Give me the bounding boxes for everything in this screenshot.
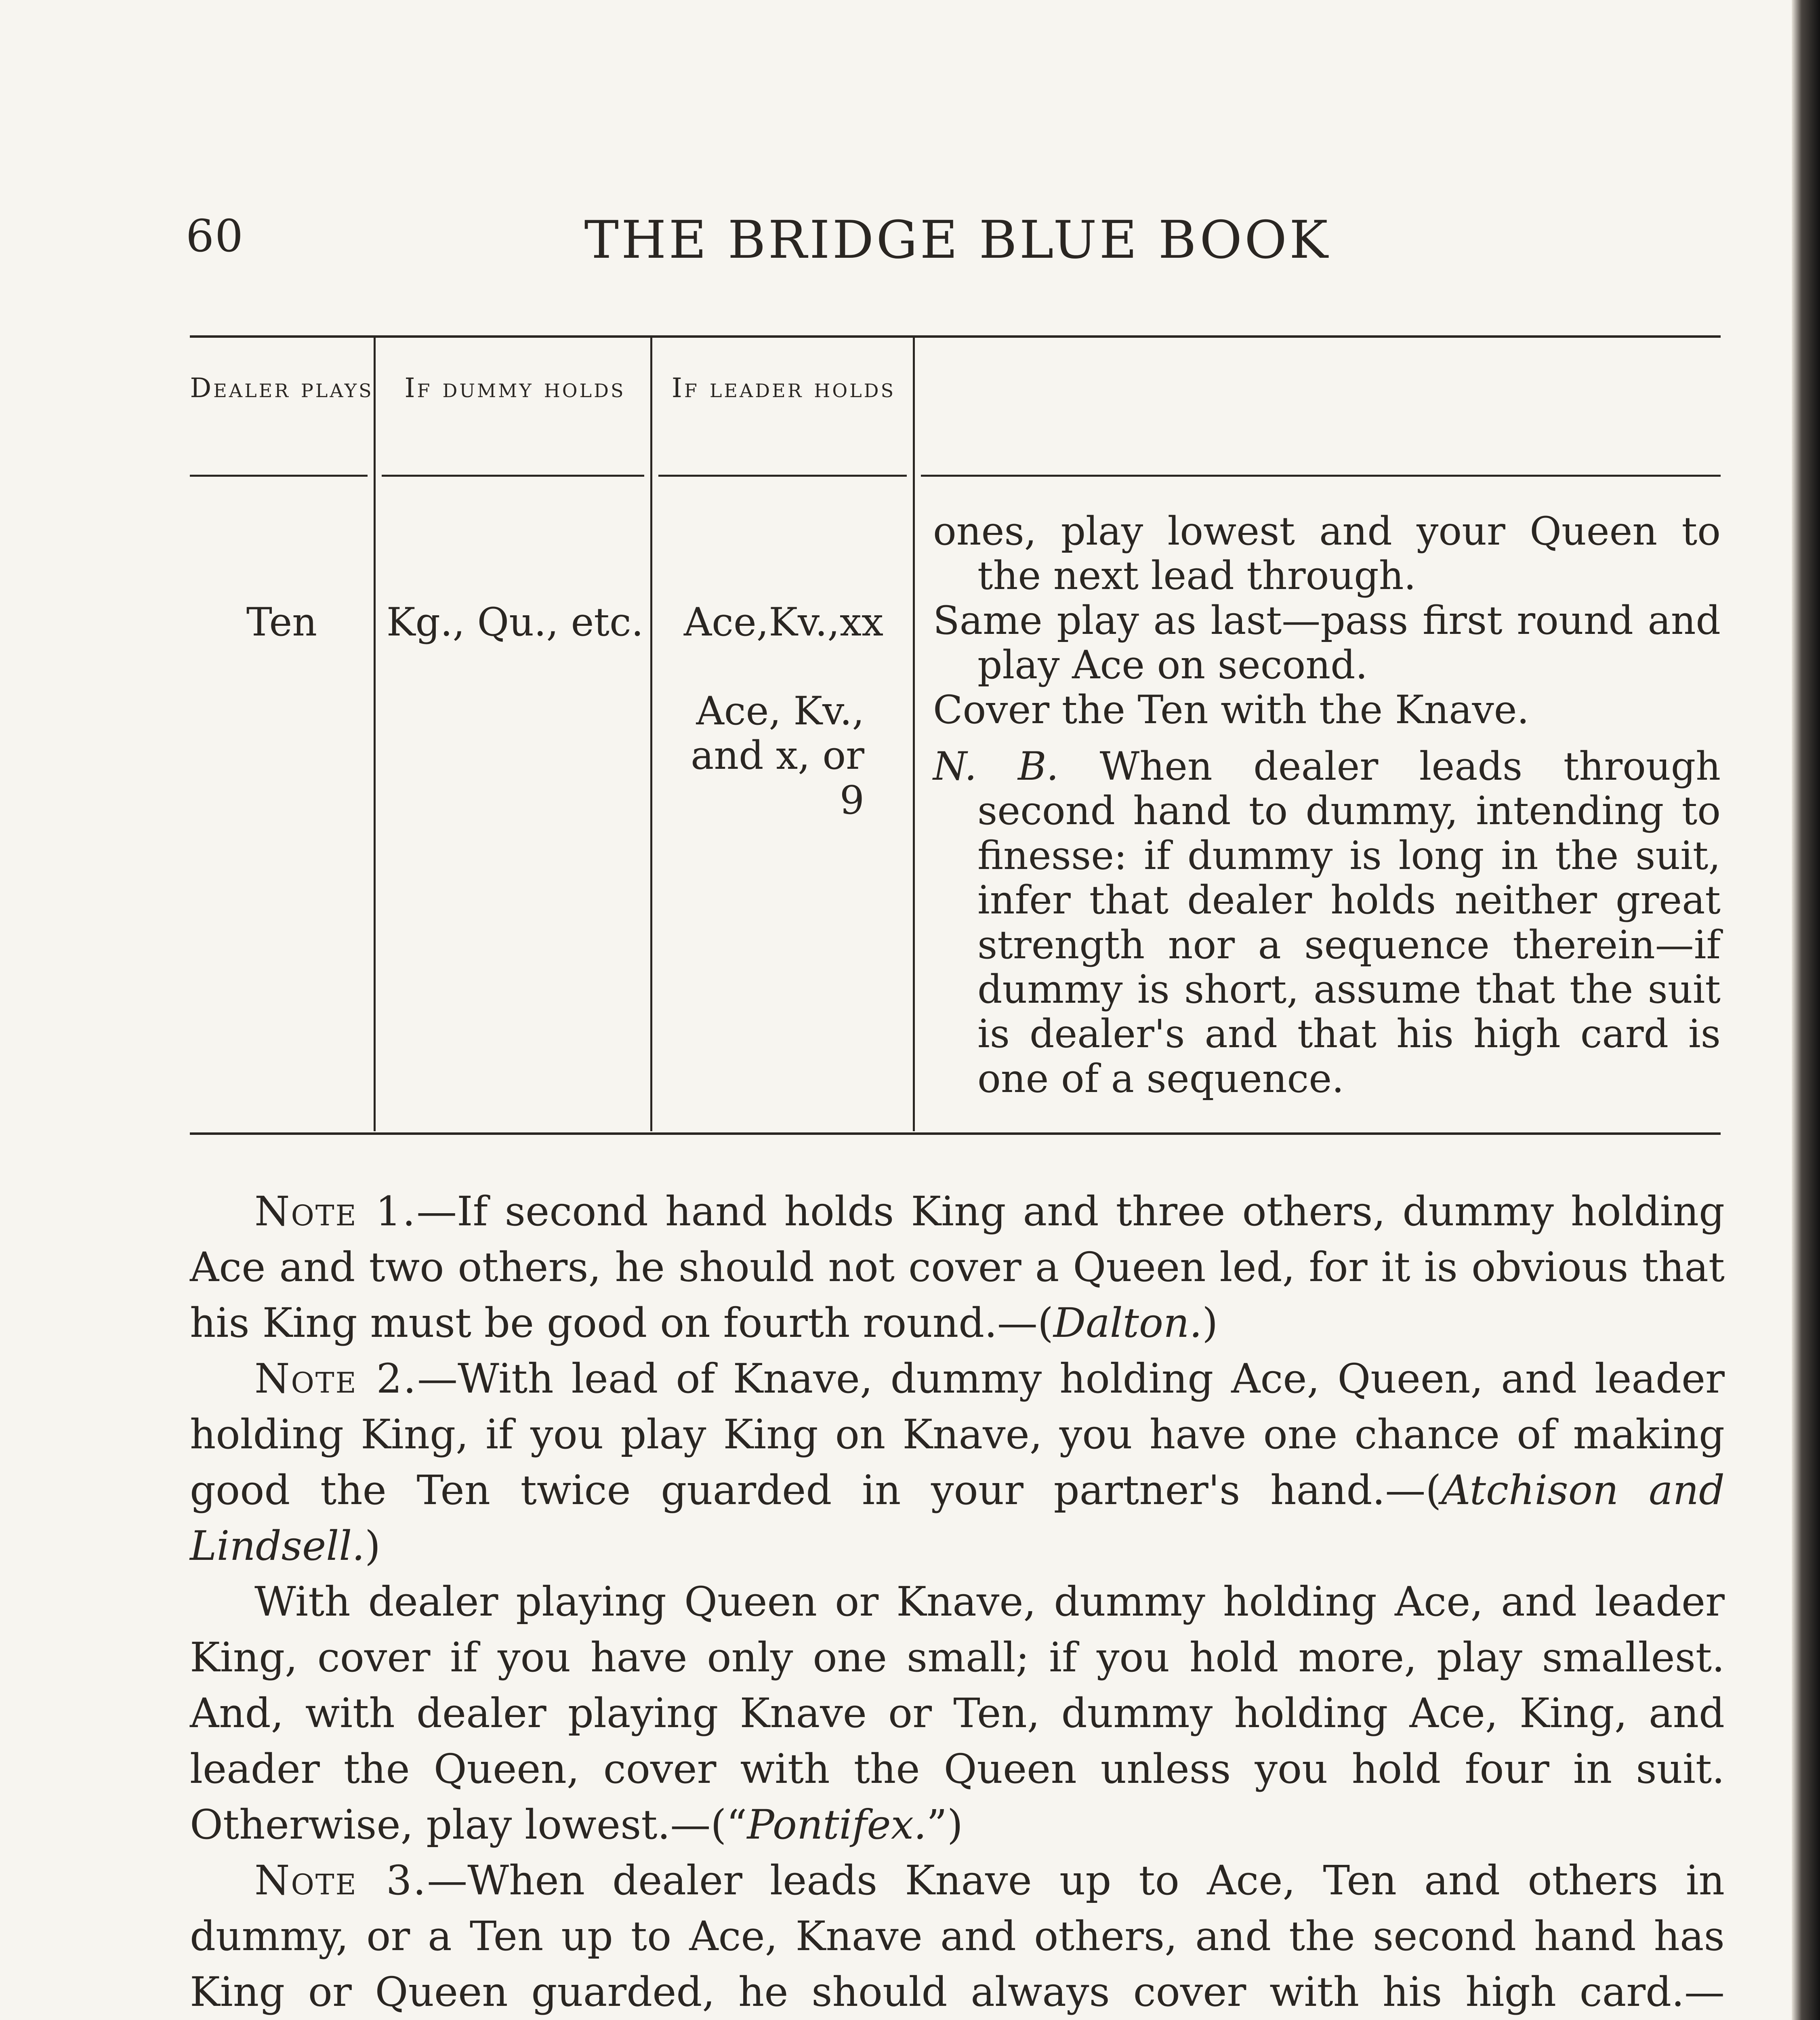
running-head (186, 202, 1729, 270)
column-divider (374, 335, 376, 1131)
nb-note (933, 744, 1721, 1101)
note-close: ”) (926, 1801, 963, 1848)
header-rule (382, 475, 644, 477)
dealer-plays-cell: Ten (246, 600, 317, 645)
nb-label: N. B. (933, 743, 1059, 789)
table-top-rule (190, 335, 1721, 338)
leader-holds-cell: Ace, Kv., and x, or 9 (691, 688, 864, 823)
note-source: Dalton. (1053, 1299, 1202, 1347)
note-paragraph (190, 1574, 1725, 1853)
nb-text: When dealer leads through second hand to dummy, intending to finesse: if dummy is long in the suit, infer that dealer holds neither great strength nor a sequence therein—if dummy is short, assume that the suit is dealer's and that his high card is one of a sequence. (977, 743, 1721, 1101)
header-rule (658, 475, 907, 477)
note-text: —With lead of Knave, dummy holding Ace, Queen, and leader holding King, if you play King on Knave, you have one chance of making good the Ten twice guarded in your partner's hand.—( (190, 1355, 1725, 1514)
leader-holds-cell: Ace,Kv.,xx (683, 600, 884, 645)
dummy-holds-cell: Kg., Qu., etc. (386, 600, 644, 645)
notes-section (190, 1184, 1725, 2020)
description-line: Same play as last—pass first round and play Ace on second. (933, 598, 1721, 688)
column-divider (650, 335, 652, 1131)
note-close: ) (1202, 1299, 1218, 1347)
description-line: Cover the Ten with the Knave. (933, 687, 1530, 732)
note-source: Atchison and Lindsell. (190, 1467, 1725, 1570)
column-header-dummy-holds: If dummy holds (404, 372, 626, 404)
note-source: Pontifex. (747, 1801, 927, 1848)
note-paragraph (190, 1853, 1725, 2020)
note-close: ) (365, 1522, 381, 1570)
note-text: With dealer playing Queen or Knave, dummy holding Ace, and leader King, cover if you have only one small; if you hold more, play smallest. And, with dealer playing Knave or Ten, dummy holding Ace, King, and leader the Queen, cover with the Queen unless you hold four in suit. Otherwise, play lowest.—(“ (190, 1578, 1725, 1848)
note-text: —When dealer leads Knave up to Ace, Ten and others in dummy, or a Ten up to Ace, Knave and others, and the second hand has King or Queen guarded, he should always cover with his high card.— (190, 1857, 1725, 2016)
column-header-leader-holds: If leader holds (671, 372, 896, 404)
note-label: Note 1. (254, 1188, 417, 1235)
column-header-dealer-plays: Dealer plays (190, 372, 374, 404)
note-text: —If second hand holds King and three others, dummy holding Ace and two others, he should not cover a Queen led, for it is obvious that his King must be good on fourth round.—( (190, 1188, 1725, 1347)
book-spine-edge (1792, 0, 1820, 2020)
note-paragraph (190, 1184, 1725, 1351)
note-label: Note 3. (254, 1857, 427, 1904)
header-rule (921, 475, 1721, 477)
play-table (190, 335, 1721, 1137)
note-label: Note 2. (254, 1355, 418, 1402)
page-number: 60 (186, 210, 244, 262)
header-rule (190, 475, 368, 477)
column-divider (913, 335, 915, 1131)
table-bottom-rule (190, 1132, 1721, 1135)
running-title: THE BRIDGE BLUE BOOK (584, 210, 1330, 270)
description-cell (933, 509, 1721, 1101)
note-paragraph (190, 1351, 1725, 1574)
description-line: ones, play lowest and your Queen to the next lead through. (933, 509, 1721, 599)
